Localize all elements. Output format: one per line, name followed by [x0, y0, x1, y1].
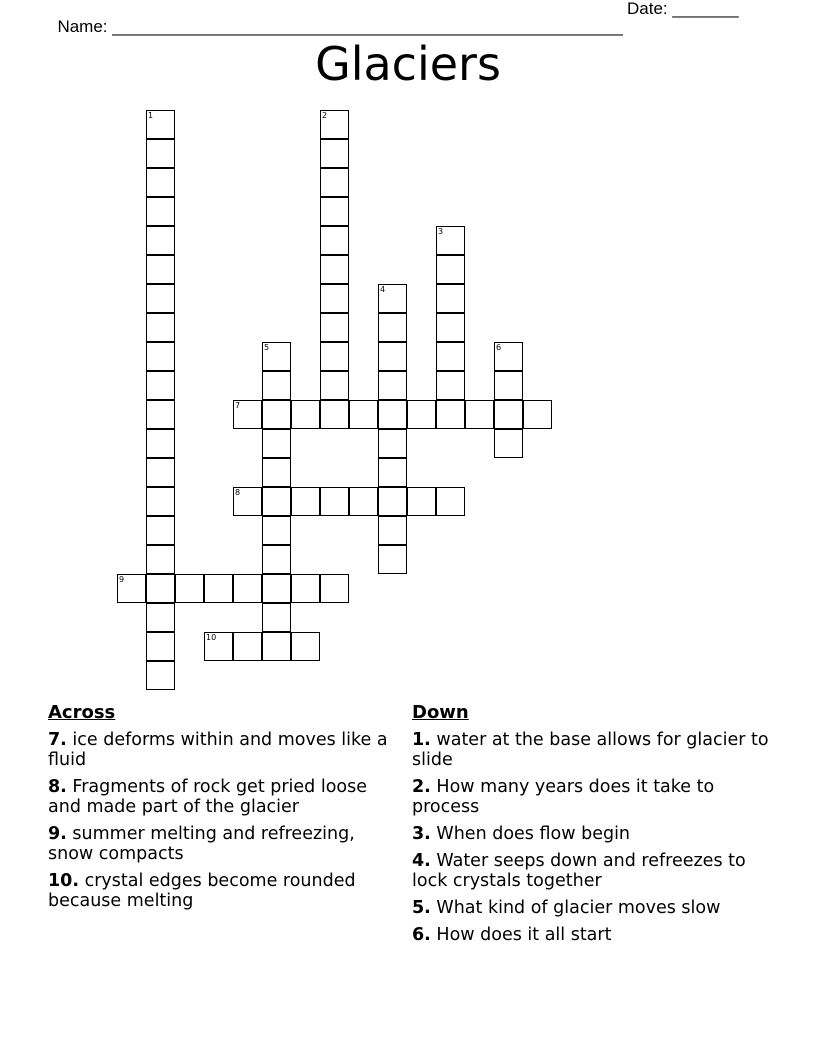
crossword-cell[interactable] — [320, 255, 349, 284]
crossword-cell[interactable] — [378, 516, 407, 545]
down-clue — [412, 730, 772, 770]
clue-text: What kind of glacier moves slow — [436, 898, 721, 918]
crossword-cell[interactable] — [494, 371, 523, 400]
across-clues — [48, 702, 388, 918]
crossword-cell[interactable] — [436, 226, 465, 255]
crossword-cell[interactable] — [378, 342, 407, 371]
clue-number: 6. — [412, 925, 431, 945]
across-clue — [48, 730, 388, 770]
crossword-cell[interactable] — [320, 342, 349, 371]
clue-text: ice deforms within and moves like a fluid — [48, 730, 388, 770]
crossword-cell[interactable] — [262, 603, 291, 632]
crossword-cell[interactable] — [436, 313, 465, 342]
clue-number: 1. — [412, 730, 431, 750]
crossword-cell[interactable] — [204, 632, 233, 661]
clue-number: 8. — [48, 777, 67, 797]
crossword-cell[interactable] — [262, 458, 291, 487]
crossword-cell[interactable] — [262, 487, 291, 516]
cell-clue-number: 9 — [119, 575, 125, 584]
crossword-cell[interactable] — [262, 574, 291, 603]
crossword-cell[interactable] — [407, 400, 436, 429]
crossword-cell[interactable] — [146, 545, 175, 574]
crossword-cell[interactable] — [233, 400, 262, 429]
across-clue — [48, 871, 388, 911]
crossword-cell[interactable] — [436, 400, 465, 429]
clue-text: Water seeps down and refreezes to lock crystals together — [412, 851, 746, 891]
crossword-cell[interactable] — [262, 632, 291, 661]
clue-text: crystal edges become rounded because melting — [48, 871, 356, 911]
cell-clue-number: 5 — [264, 343, 270, 352]
crossword-cell[interactable] — [320, 400, 349, 429]
clue-number: 7. — [48, 730, 67, 750]
crossword-cell[interactable] — [262, 342, 291, 371]
clue-number: 9. — [48, 824, 67, 844]
down-clue — [412, 824, 772, 844]
down-clues — [412, 702, 772, 952]
crossword-cell[interactable] — [146, 226, 175, 255]
clue-number: 3. — [412, 824, 431, 844]
crossword-cell[interactable] — [320, 284, 349, 313]
crossword-cell[interactable] — [146, 168, 175, 197]
crossword-cell[interactable] — [117, 574, 146, 603]
crossword-cell[interactable] — [146, 632, 175, 661]
crossword-cell[interactable] — [146, 313, 175, 342]
cell-clue-number: 3 — [438, 227, 444, 236]
crossword-cell[interactable] — [349, 487, 378, 516]
crossword-cell[interactable] — [146, 487, 175, 516]
crossword-cell[interactable] — [262, 371, 291, 400]
crossword-cell[interactable] — [378, 313, 407, 342]
crossword-cell[interactable] — [146, 516, 175, 545]
crossword-cell[interactable] — [436, 371, 465, 400]
crossword-cell[interactable] — [378, 487, 407, 516]
crossword-cell[interactable] — [320, 313, 349, 342]
down-clue — [412, 925, 772, 945]
crossword-cell[interactable] — [378, 284, 407, 313]
crossword-cell[interactable] — [378, 371, 407, 400]
cell-clue-number: 4 — [380, 285, 386, 294]
clue-number: 4. — [412, 851, 431, 871]
across-clue — [48, 777, 388, 817]
crossword-cell[interactable] — [204, 574, 233, 603]
cell-clue-number: 6 — [496, 343, 502, 352]
clue-number: 5. — [412, 898, 431, 918]
cell-clue-number: 8 — [235, 488, 241, 497]
crossword-cell[interactable] — [320, 371, 349, 400]
crossword-cell[interactable] — [378, 429, 407, 458]
crossword-cell[interactable] — [146, 139, 175, 168]
page-title: Glaciers — [315, 37, 501, 91]
crossword-cell[interactable] — [146, 661, 175, 690]
crossword-cell[interactable] — [320, 110, 349, 139]
down-clue — [412, 898, 772, 918]
crossword-cell[interactable] — [262, 400, 291, 429]
crossword-cell[interactable] — [262, 545, 291, 574]
crossword-cell[interactable] — [146, 110, 175, 139]
cell-clue-number: 1 — [148, 111, 154, 120]
clue-text: How does it all start — [436, 925, 612, 945]
crossword-cell[interactable] — [320, 226, 349, 255]
down-clue — [412, 777, 772, 817]
crossword-cell[interactable] — [291, 632, 320, 661]
clue-text: summer melting and refreezing, snow compacts — [48, 824, 355, 864]
crossword-cell[interactable] — [291, 400, 320, 429]
crossword-cell[interactable] — [320, 197, 349, 226]
crossword-cell[interactable] — [436, 255, 465, 284]
crossword-cell[interactable] — [378, 458, 407, 487]
crossword-cell[interactable] — [320, 574, 349, 603]
crossword-cell[interactable] — [291, 574, 320, 603]
across-heading: Across — [48, 702, 116, 723]
clue-text: water at the base allows for glacier to slide — [412, 730, 769, 770]
crossword-cell[interactable] — [262, 516, 291, 545]
crossword-cell[interactable] — [146, 429, 175, 458]
crossword-cell[interactable] — [378, 545, 407, 574]
crossword-cell[interactable] — [146, 284, 175, 313]
crossword-cell[interactable] — [146, 371, 175, 400]
date-field-label: Date: _______ — [627, 0, 739, 18]
clue-text: How many years does it take to process — [412, 777, 715, 817]
crossword-cell[interactable] — [146, 400, 175, 429]
crossword-cell[interactable] — [233, 574, 262, 603]
crossword-cell[interactable] — [262, 429, 291, 458]
crossword-cell[interactable] — [233, 632, 262, 661]
clue-number: 10. — [48, 871, 80, 891]
crossword-cell[interactable] — [436, 342, 465, 371]
crossword-cell[interactable] — [407, 487, 436, 516]
name-field-label: Name: ______________________________________________________ — [57, 17, 623, 36]
clue-text: Fragments of rock get pried loose and made part of the glacier — [48, 777, 368, 817]
crossword-cell[interactable] — [320, 139, 349, 168]
crossword-cell[interactable] — [175, 574, 204, 603]
crossword-cell[interactable] — [436, 487, 465, 516]
crossword-cell[interactable] — [146, 197, 175, 226]
crossword-cell[interactable] — [146, 574, 175, 603]
crossword-cell[interactable] — [320, 487, 349, 516]
crossword-cell[interactable] — [494, 400, 523, 429]
cell-clue-number: 10 — [206, 633, 217, 642]
crossword-cell[interactable] — [146, 342, 175, 371]
clue-text: When does flow begin — [436, 824, 631, 844]
crossword-cell[interactable] — [436, 284, 465, 313]
clue-number: 2. — [412, 777, 431, 797]
across-clue — [48, 824, 388, 864]
crossword-cell[interactable] — [291, 487, 320, 516]
cell-clue-number: 7 — [235, 401, 241, 410]
crossword-cell[interactable] — [378, 400, 407, 429]
crossword-cell[interactable] — [320, 168, 349, 197]
crossword-cell[interactable] — [233, 487, 262, 516]
crossword-cell[interactable] — [146, 458, 175, 487]
down-heading: Down — [412, 702, 469, 723]
crossword-cell[interactable] — [349, 400, 378, 429]
crossword-cell[interactable] — [146, 603, 175, 632]
crossword-cell[interactable] — [146, 255, 175, 284]
cell-clue-number: 2 — [322, 111, 328, 120]
down-clue — [412, 851, 772, 891]
crossword-cell[interactable] — [465, 400, 494, 429]
crossword-cell[interactable] — [494, 342, 523, 371]
crossword-cell[interactable] — [494, 429, 523, 458]
crossword-cell[interactable] — [523, 400, 552, 429]
